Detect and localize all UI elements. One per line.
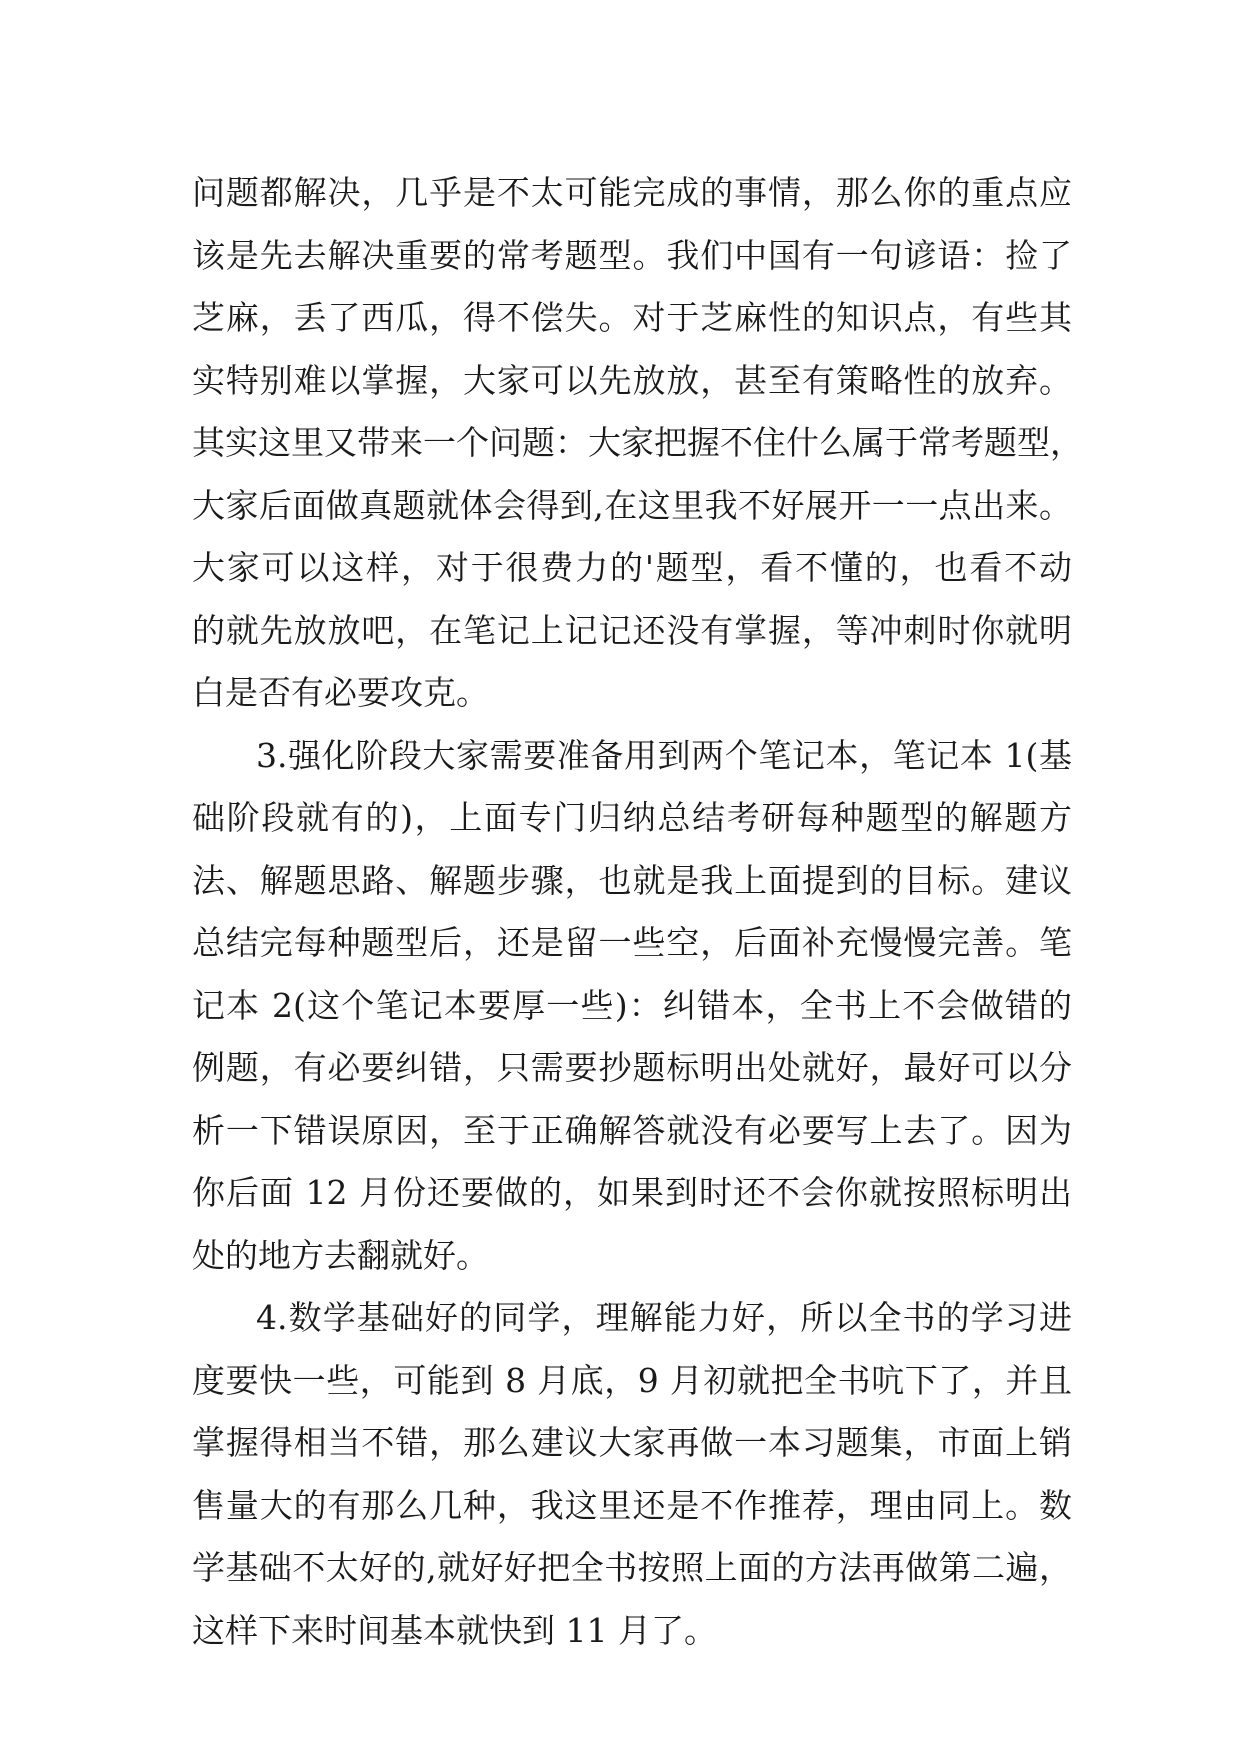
paragraph-continued — [192, 162, 1083, 725]
text-line: 础阶段就有的)，上面专门归纳总结考研每种题型的解题方 — [192, 798, 1072, 837]
text-line: 实特别难以掌握，大家可以先放放，甚至有策略性的放弃。 — [192, 360, 1072, 400]
text-line: 总结完每种题型后，还是留一些空，后面补充慢慢完善。笔 — [192, 923, 1072, 962]
text-line: 白是否有必要攻克。 — [192, 673, 489, 712]
text-line: 记本 2(这个笔记本要厚一些)：纠错本，全书上不会做错的 — [192, 985, 1072, 1025]
text-line: 3.强化阶段大家需要准备用到两个笔记本，笔记本 1(基 — [256, 735, 1072, 775]
text-line: 处的地方去翻就好。 — [192, 1235, 489, 1275]
text-line: 售量大的有那么几种，我这里还是不作推荐，理由同上。数 — [192, 1485, 1072, 1525]
text-line: 析一下错误原因，至于正确解答就没有必要写上去了。因为 — [192, 1110, 1072, 1150]
text-line: 例题，有必要纠错，只需要抄题标明出处就好，最好可以分 — [192, 1048, 1072, 1087]
paragraph-4 — [192, 1287, 1072, 1662]
text-line: 其实这里又带来一个问题：大家把握不住什么属于常考题型， — [192, 423, 1083, 462]
text-line: 4.数学基础好的同学，理解能力好，所以全书的学习进 — [256, 1298, 1072, 1337]
text-line: 芝麻，丢了西瓜，得不偿失。对于芝麻性的知识点，有些其 — [192, 298, 1072, 337]
text-line: 度要快一些，可能到 8 月底，9 月初就把全书吭下了，并且 — [192, 1360, 1072, 1400]
text-line: 问题都解决，几乎是不太可能完成的事情，那么你的重点应 — [192, 173, 1072, 212]
text-line: 法、解题思路、解题步骤，也就是我上面提到的目标。建议 — [192, 860, 1072, 900]
text-line: 大家可以这样，对于很费力的'题型，看不懂的，也看不动 — [192, 548, 1072, 587]
text-line: 该是先去解决重要的常考题型。我们中国有一句谚语：捡了 — [192, 235, 1072, 275]
text-line: 的就先放放吧，在笔记上记记还没有掌握，等冲刺时你就明 — [192, 610, 1072, 650]
text-line: 掌握得相当不错，那么建议大家再做一本习题集，市面上销 — [192, 1423, 1072, 1462]
document-body — [192, 162, 1083, 1662]
paragraph-3 — [192, 725, 1072, 1288]
text-line: 大家后面做真题就体会得到,在这里我不好展开一一点出来。 — [192, 485, 1072, 525]
text-line: 这样下来时间基本就快到 11 月了。 — [192, 1610, 717, 1650]
text-line: 你后面 12 月份还要做的，如果到时还不会你就按照标明出 — [192, 1173, 1072, 1212]
text-line: 学基础不太好的,就好好把全书按照上面的方法再做第二遍， — [192, 1548, 1072, 1587]
